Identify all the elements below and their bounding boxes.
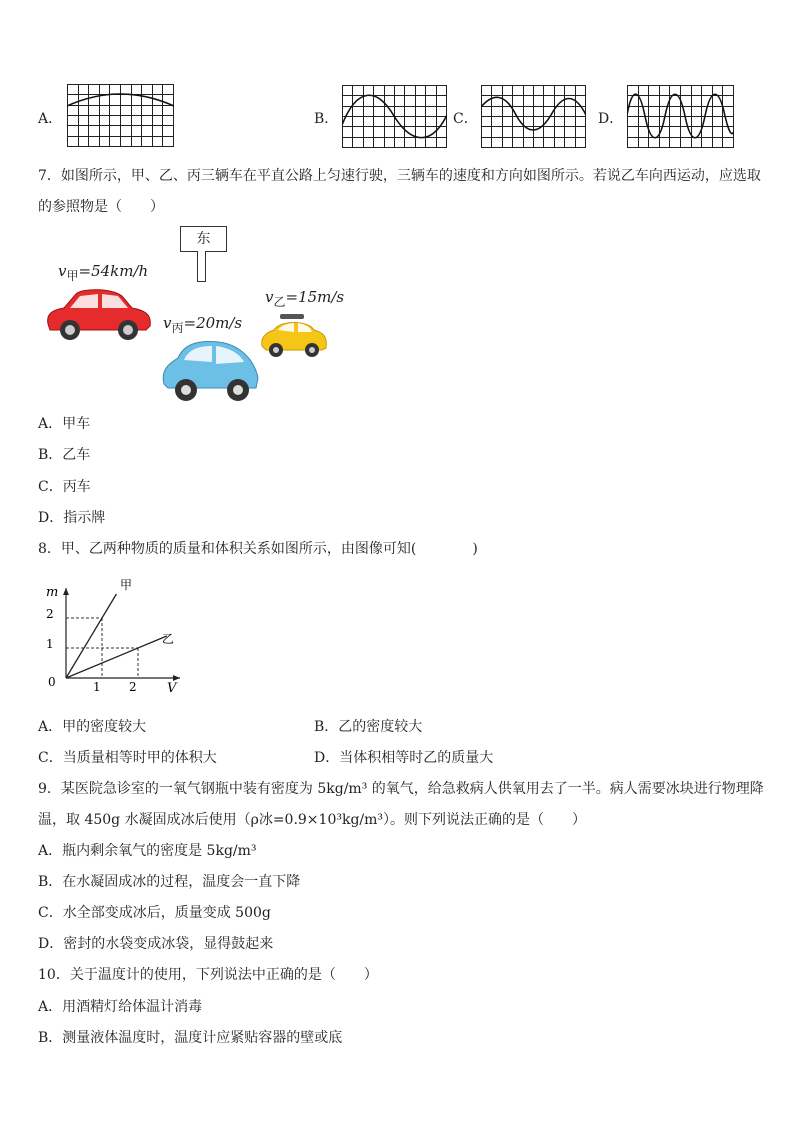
- q9-stem-line2: 温，取 450g 水凝固成冰后使用（ρ冰=0.9×10³kg/m³）。则下列说法正确的是（ ）: [38, 812, 587, 828]
- q7-option-c: C．丙车: [38, 479, 91, 495]
- q6-option-b-label: B．: [314, 111, 339, 127]
- q7-option-d: D．指示牌: [38, 510, 106, 526]
- q9-option-b: B．在水凝固成冰的过程，温度会一直下降: [38, 874, 301, 890]
- east-sign-text: 东: [196, 231, 211, 247]
- line-yi-label: 乙: [162, 632, 175, 646]
- q6-option-a-label: A．: [38, 111, 63, 127]
- velocity-jia: $v_甲=54km/h$: [58, 262, 149, 283]
- q9-option-d: D．密封的水袋变成冰袋，显得鼓起来: [38, 936, 274, 952]
- q6-option-d-label: D．: [598, 111, 624, 127]
- q8-option-a: A．甲的密度较大: [38, 719, 147, 735]
- q8-option-c: C．当质量相等时甲的体积大: [38, 750, 217, 766]
- y-axis-arrow: [63, 588, 69, 595]
- q8-stem: 8．甲、乙两种物质的质量和体积关系如图所示，由图像可知( ): [38, 541, 478, 557]
- x-tick-2: 2: [129, 680, 137, 694]
- velocity-bing: $v_丙=20m/s$: [163, 314, 243, 335]
- blue-car-image: [158, 338, 262, 404]
- series-line-0: [66, 594, 116, 678]
- series-line-1: [66, 636, 167, 678]
- q8-option-b: B．乙的密度较大: [314, 719, 423, 735]
- q8-option-d: D．当体积相等时乙的质量大: [314, 750, 494, 766]
- q7-option-b: B．乙车: [38, 447, 91, 463]
- x-tick-1: 1: [93, 680, 101, 694]
- q10-option-b: B．测量液体温度时，温度计应紧贴容器的壁或底: [38, 1030, 343, 1046]
- q6-option-b-graph: [342, 85, 447, 148]
- mass-volume-graph: [40, 578, 190, 696]
- y-tick-2: 2: [46, 607, 54, 621]
- velocity-yi: $v_乙=15m/s$: [265, 288, 345, 309]
- q7-stem-line2: 的参照物是（ ）: [38, 199, 164, 215]
- q7-option-a: A．甲车: [38, 416, 91, 432]
- q9-option-c: C．水全部变成冰后，质量变成 500g: [38, 905, 271, 921]
- y-axis-label: m: [46, 585, 59, 600]
- q10-stem: 10．关于温度计的使用，下列说法中正确的是（ ）: [38, 967, 378, 983]
- x-axis-label: V: [167, 681, 177, 696]
- q6-option-a-graph: [67, 84, 174, 147]
- q10-option-a: A．用酒精灯给体温计消毒: [38, 999, 203, 1015]
- yellow-car-image: [258, 314, 330, 360]
- red-car-image: [42, 286, 154, 342]
- sign-pole: [197, 251, 206, 282]
- origin-label: 0: [48, 675, 56, 689]
- line-jia-label: 甲: [120, 578, 133, 592]
- east-sign: [180, 226, 227, 252]
- y-tick-1: 1: [46, 637, 54, 651]
- q7-stem-line1: 7．如图所示，甲、乙、丙三辆车在平直公路上匀速行驶，三辆车的速度和方向如图所示。若说乙车向西运动，应选取: [38, 168, 761, 184]
- q9-stem-line1: 9．某医院急诊室的一氧气钢瓶中装有密度为 5kg/m³ 的氧气，给急救病人供氧用去了一半。病人需要冰块进行物理降: [38, 781, 764, 797]
- q6-option-c-graph: [481, 85, 586, 148]
- q9-option-a: A．瓶内剩余氧气的密度是 5kg/m³: [38, 843, 257, 859]
- q6-option-d-graph: [627, 85, 734, 148]
- q6-option-c-label: C．: [453, 111, 478, 127]
